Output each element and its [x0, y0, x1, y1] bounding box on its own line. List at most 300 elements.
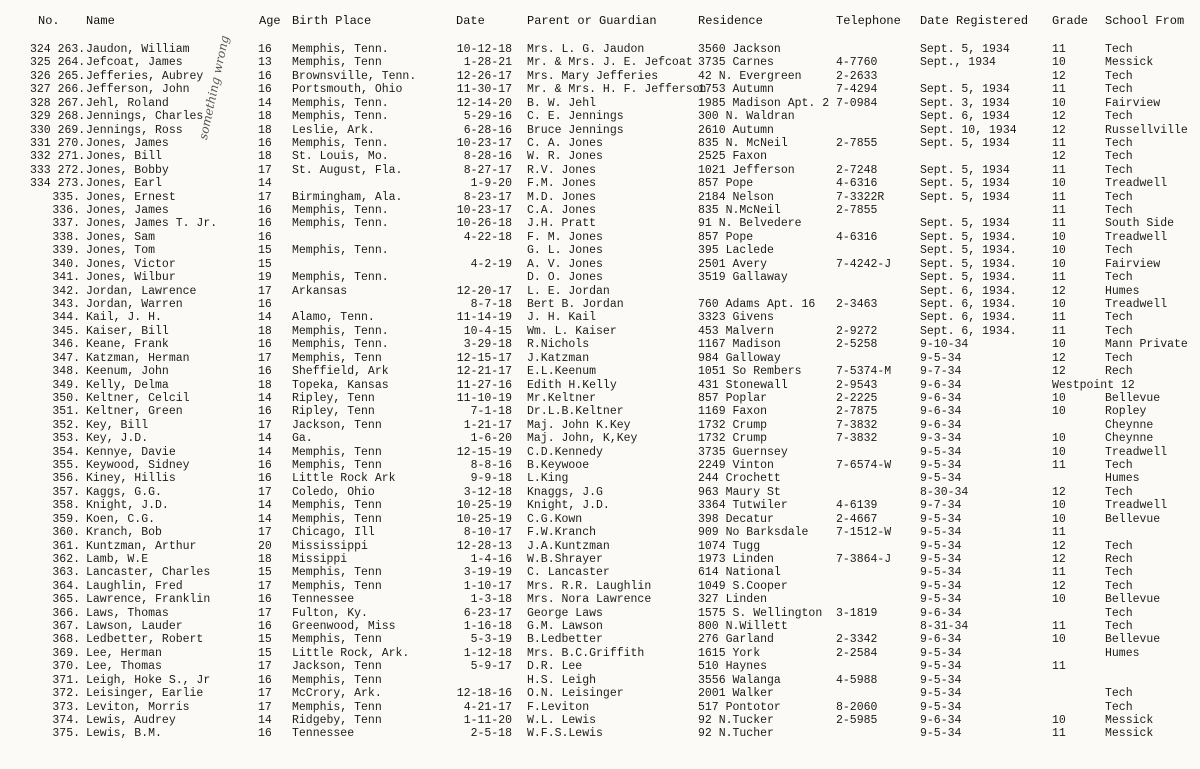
- cell-name: Jefferson, John: [86, 83, 190, 97]
- cell-residence: 92 N.Tucher: [698, 727, 774, 741]
- cell-parent: L.King: [527, 472, 569, 486]
- cell-age: 17: [258, 485, 272, 499]
- cell-birth-place: Memphis, Tenn: [292, 445, 382, 459]
- cell-grade: 10: [1052, 633, 1066, 647]
- table-row: [0, 352, 1200, 365]
- cell-school-from: Humes: [1105, 646, 1140, 660]
- cell-date-registered: 9-6-34: [920, 633, 962, 647]
- cell-birth-place: Arkansas: [292, 284, 348, 298]
- cell-no: 363.: [52, 566, 80, 580]
- cell-date: 9-9-18: [470, 472, 512, 486]
- cell-parent: M.D. Jones: [527, 190, 597, 204]
- cell-no: 352.: [52, 418, 80, 432]
- cell-residence: 3735 Carnes: [698, 56, 774, 70]
- cell-school-from: Tech: [1105, 700, 1133, 714]
- cell-birth-place: Memphis, Tenn: [292, 700, 382, 714]
- table-row: [0, 526, 1200, 539]
- cell-date-registered: Sept. 5, 1934.: [920, 244, 1017, 258]
- cell-telephone: 2-7855: [836, 204, 878, 218]
- cell-school-from: Rech: [1105, 552, 1133, 566]
- cell-date: 1-12-18: [463, 646, 512, 660]
- cell-birth-place: Memphis, Tenn.: [292, 271, 389, 285]
- header-date: Date: [456, 14, 485, 28]
- table-row: [0, 472, 1200, 485]
- cell-date: 1-10-17: [463, 579, 512, 593]
- cell-no: 327 266.: [30, 83, 86, 97]
- cell-name: Lee, Herman: [86, 646, 162, 660]
- cell-telephone: 4-7760: [836, 56, 878, 70]
- cell-grade: 11: [1052, 311, 1066, 325]
- cell-birth-place: St. Louis, Mo.: [292, 150, 389, 164]
- header-age: Age: [259, 14, 281, 28]
- cell-grade: 11: [1052, 566, 1066, 580]
- cell-name: Jordan, Lawrence: [86, 284, 197, 298]
- cell-birth-place: Jackson, Tenn: [292, 418, 382, 432]
- cell-birth-place: Tennessee: [292, 727, 355, 741]
- table-row: [0, 446, 1200, 459]
- cell-parent: C. E. Jennings: [527, 110, 624, 124]
- cell-birth-place: Memphis, Tenn: [292, 633, 382, 647]
- table-row: [0, 419, 1200, 432]
- cell-age: 17: [258, 284, 272, 298]
- cell-no: 373.: [52, 700, 80, 714]
- cell-school-from: Tech: [1105, 150, 1133, 164]
- cell-school-from: Tech: [1105, 83, 1133, 97]
- cell-name: Lamb, W.E: [86, 552, 149, 566]
- cell-grade: 12: [1052, 351, 1066, 365]
- cell-grade: 11: [1052, 217, 1066, 231]
- table-row: [0, 164, 1200, 177]
- cell-name: Jennings, Charles: [86, 110, 204, 124]
- cell-school-from: Tech: [1105, 244, 1133, 258]
- cell-no: 351.: [52, 405, 80, 419]
- cell-school-from: Messick: [1105, 714, 1154, 727]
- cell-school-from: Humes: [1105, 284, 1140, 298]
- cell-residence: 2610 Autumn: [698, 123, 774, 137]
- cell-school-from: Tech: [1105, 539, 1133, 553]
- cell-no: 331 270.: [30, 136, 86, 150]
- cell-parent: B.Ledbetter: [527, 633, 603, 647]
- cell-birth-place: Memphis, Tenn: [292, 673, 382, 687]
- cell-no: 330 269.: [30, 123, 86, 137]
- cell-grade: 12: [1052, 284, 1066, 298]
- table-row: [0, 338, 1200, 351]
- cell-no: 329 268.: [30, 110, 86, 124]
- cell-no: 355.: [52, 459, 80, 473]
- cell-date: 8-10-17: [463, 526, 512, 540]
- cell-birth-place: Jackson, Tenn: [292, 660, 382, 674]
- cell-name: Jennings, Ross: [86, 123, 183, 137]
- cell-grade: 10: [1052, 593, 1066, 607]
- cell-no: 350.: [52, 391, 80, 405]
- table-row: [0, 70, 1200, 83]
- cell-birth-place: Ripley, Tenn: [292, 405, 375, 419]
- cell-name: Jones, Bobby: [86, 163, 169, 177]
- cell-grade: 11: [1052, 136, 1066, 150]
- cell-age: 17: [258, 687, 272, 701]
- cell-no: 345.: [52, 324, 80, 338]
- cell-residence: 1169 Faxon: [698, 405, 768, 419]
- cell-name: Jones, Ernest: [86, 190, 176, 204]
- cell-name: Jones, Bill: [86, 150, 162, 164]
- cell-date: 11-30-17: [456, 83, 512, 97]
- cell-birth-place: Sheffield, Ark: [292, 365, 389, 379]
- header-grade: Grade: [1052, 14, 1089, 28]
- cell-birth-place: Leslie, Ark.: [292, 123, 375, 137]
- cell-telephone: 7-1512-W: [836, 526, 892, 540]
- cell-date: 1-21-17: [463, 418, 512, 432]
- table-row: [0, 633, 1200, 646]
- cell-school-from: Tech: [1105, 351, 1133, 365]
- cell-parent: J.H. Pratt: [527, 217, 597, 231]
- cell-residence: 3735 Guernsey: [698, 445, 788, 459]
- cell-no: 358.: [52, 499, 80, 513]
- cell-date-registered: 9-3-34: [920, 432, 962, 446]
- cell-residence: 1753 Autumn: [698, 83, 774, 97]
- table-row: [0, 540, 1200, 553]
- table-row: [0, 204, 1200, 217]
- cell-age: 18: [258, 552, 272, 566]
- cell-age: 15: [258, 633, 272, 647]
- cell-age: 18: [258, 150, 272, 164]
- table-row: [0, 714, 1200, 727]
- cell-birth-place: Memphis, Tenn.: [292, 324, 389, 338]
- cell-date: 12-14-20: [456, 96, 512, 110]
- cell-parent: J.Katzman: [527, 351, 590, 365]
- cell-grade: 11: [1052, 43, 1066, 56]
- cell-parent: Wm. L. Kaiser: [527, 324, 617, 338]
- table-row: [0, 217, 1200, 230]
- cell-date-registered: 9-6-34: [920, 405, 962, 419]
- cell-no: 357.: [52, 485, 80, 499]
- cell-no: 353.: [52, 432, 80, 446]
- cell-birth-place: Topeka, Kansas: [292, 378, 389, 392]
- cell-date: 10-25-19: [456, 499, 512, 513]
- cell-date-registered: Sept. 3, 1934: [920, 96, 1010, 110]
- cell-date: 6-23-17: [463, 606, 512, 620]
- cell-date: 10-23-17: [456, 204, 512, 218]
- cell-age: 14: [258, 311, 272, 325]
- cell-grade: 10: [1052, 177, 1066, 191]
- cell-name: Lewis, B.M.: [86, 727, 162, 741]
- cell-residence: 1575 S. Wellington: [698, 606, 823, 620]
- cell-telephone: 8-2060: [836, 700, 878, 714]
- cell-date: 1-11-20: [463, 714, 512, 727]
- cell-birth-place: Memphis, Tenn.: [292, 110, 389, 124]
- cell-age: 16: [258, 83, 272, 97]
- cell-school-from: Bellevue: [1105, 391, 1161, 405]
- cell-parent: Mrs. L. G. Jaudon: [527, 43, 645, 56]
- cell-residence: 2525 Faxon: [698, 150, 768, 164]
- cell-name: Kaggs, G.G.: [86, 485, 162, 499]
- cell-grade: 12: [1052, 539, 1066, 553]
- cell-name: Kuntzman, Arthur: [86, 539, 197, 553]
- table-row: [0, 566, 1200, 579]
- cell-name: Lee, Thomas: [86, 660, 162, 674]
- cell-name: Jones, Victor: [86, 257, 176, 271]
- cell-age: 16: [258, 365, 272, 379]
- cell-name: Lawrence, Franklin: [86, 593, 211, 607]
- cell-no: 365.: [52, 593, 80, 607]
- cell-name: Koen, C.G.: [86, 512, 156, 526]
- cell-grade: 12: [1052, 579, 1066, 593]
- table-row: [0, 379, 1200, 392]
- cell-date-registered: 9-5-34: [920, 512, 962, 526]
- cell-date: 10-4-15: [463, 324, 512, 338]
- cell-age: 16: [258, 230, 272, 244]
- cell-parent: O.N. Leisinger: [527, 687, 624, 701]
- cell-grade: 12: [1052, 123, 1066, 137]
- header-no: No.: [38, 14, 60, 28]
- cell-date: 11-14-19: [456, 311, 512, 325]
- cell-name: Keenum, John: [86, 365, 169, 379]
- cell-birth-place: Tennessee: [292, 593, 355, 607]
- cell-age: 17: [258, 351, 272, 365]
- cell-age: 14: [258, 432, 272, 446]
- cell-parent: C. A. Jones: [527, 136, 603, 150]
- cell-no: 343.: [52, 297, 80, 311]
- cell-no: 364.: [52, 579, 80, 593]
- cell-school-from: Tech: [1105, 69, 1133, 83]
- cell-date: 11-27-16: [456, 378, 512, 392]
- cell-no: 369.: [52, 646, 80, 660]
- cell-grade: 11: [1052, 83, 1066, 97]
- cell-school-from: South Side: [1105, 217, 1175, 231]
- cell-name: Jehl, Roland: [86, 96, 169, 110]
- cell-date: 2-5-18: [470, 727, 512, 741]
- cell-no: 370.: [52, 660, 80, 674]
- cell-school-from: Treadwell: [1105, 499, 1168, 513]
- cell-telephone: 2-7248: [836, 163, 878, 177]
- cell-school-from: Cheynne: [1105, 418, 1154, 432]
- cell-no: 348.: [52, 365, 80, 379]
- cell-birth-place: Memphis, Tenn: [292, 566, 382, 580]
- cell-school-from: Humes: [1105, 472, 1140, 486]
- cell-date-registered: 9-6-34: [920, 714, 962, 727]
- cell-parent: W. R. Jones: [527, 150, 603, 164]
- cell-birth-place: Coledo, Ohio: [292, 485, 375, 499]
- cell-residence: 835 N.McNeil: [698, 204, 781, 218]
- cell-name: Lewis, Audrey: [86, 714, 176, 727]
- cell-telephone: 7-5374-M: [836, 365, 892, 379]
- table-row: [0, 405, 1200, 418]
- header-residence: Residence: [698, 14, 763, 28]
- cell-telephone: 2-3342: [836, 633, 878, 647]
- cell-date: 3-12-18: [463, 485, 512, 499]
- cell-grade: 10: [1052, 405, 1066, 419]
- cell-age: 15: [258, 566, 272, 580]
- cell-residence: 395 Laclede: [698, 244, 774, 258]
- table-row: [0, 607, 1200, 620]
- cell-parent: G.M. Lawson: [527, 620, 603, 634]
- cell-birth-place: Memphis, Tenn.: [292, 204, 389, 218]
- cell-residence: 857 Pope: [698, 230, 754, 244]
- cell-grade: 10: [1052, 391, 1066, 405]
- cell-no: 362.: [52, 552, 80, 566]
- cell-no: 339.: [52, 244, 80, 258]
- cell-birth-place: Little Rock, Ark.: [292, 646, 410, 660]
- table-row: [0, 56, 1200, 69]
- header-birth-place: Birth Place: [292, 14, 372, 28]
- cell-birth-place: Memphis, Tenn.: [292, 43, 389, 56]
- cell-name: Jones, Sam: [86, 230, 156, 244]
- cell-parent: Edith H.Kelly: [527, 378, 617, 392]
- cell-residence: 42 N. Evergreen: [698, 69, 802, 83]
- cell-residence: 3364 Tutwiler: [698, 499, 788, 513]
- cell-telephone: 3-1819: [836, 606, 878, 620]
- cell-date: 10-12-18: [456, 43, 512, 56]
- cell-date: 8-28-16: [463, 150, 512, 164]
- cell-residence: 398 Decatur: [698, 512, 774, 526]
- cell-school-from: Messick: [1105, 56, 1154, 70]
- cell-no: 361.: [52, 539, 80, 553]
- cell-date-registered: 9-5-34: [920, 727, 962, 741]
- cell-date-registered: Sept. 6, 1934.: [920, 297, 1017, 311]
- table-row: [0, 150, 1200, 163]
- cell-school-from: Fairview: [1105, 96, 1161, 110]
- cell-date-registered: 8-30-34: [920, 485, 969, 499]
- cell-telephone: 7-3322R: [836, 190, 885, 204]
- cell-birth-place: Mississippi: [292, 539, 368, 553]
- cell-age: 16: [258, 472, 272, 486]
- cell-telephone: 2-4667: [836, 512, 878, 526]
- cell-age: 16: [258, 727, 272, 741]
- cell-parent: C.D.Kennedy: [527, 445, 603, 459]
- cell-residence: 92 N.Tucker: [698, 714, 774, 727]
- cell-name: Lancaster, Charles: [86, 566, 211, 580]
- cell-school-from: Treadwell: [1105, 230, 1168, 244]
- cell-birth-place: Memphis, Tenn: [292, 351, 382, 365]
- cell-residence: 3323 Givens: [698, 311, 774, 325]
- cell-age: 16: [258, 459, 272, 473]
- cell-date-registered: 9-5-34: [920, 660, 962, 674]
- cell-grade: 12: [1052, 552, 1066, 566]
- cell-grade: 10: [1052, 244, 1066, 258]
- cell-no: 368.: [52, 633, 80, 647]
- cell-no: 354.: [52, 445, 80, 459]
- cell-grade: 11: [1052, 459, 1066, 473]
- table-row: [0, 271, 1200, 284]
- cell-date-registered: Sept. 5, 1934: [920, 177, 1010, 191]
- cell-grade: 12: [1052, 110, 1066, 124]
- cell-date: 8-8-16: [470, 459, 512, 473]
- cell-date-registered: 9-5-34: [920, 673, 962, 687]
- cell-birth-place: Memphis, Tenn: [292, 499, 382, 513]
- cell-parent: George Laws: [527, 606, 603, 620]
- cell-parent: Knaggs, J.G: [527, 485, 603, 499]
- cell-date-registered: Sept. 5, 1934: [920, 163, 1010, 177]
- cell-school-from: Russellville: [1105, 123, 1188, 137]
- cell-telephone: 7-0984: [836, 96, 878, 110]
- cell-date: 1-28-21: [463, 56, 512, 70]
- cell-no: 333 272.: [30, 163, 86, 177]
- cell-parent: F.Leviton: [527, 700, 590, 714]
- cell-birth-place: Memphis, Tenn: [292, 512, 382, 526]
- cell-residence: 3519 Gallaway: [698, 271, 788, 285]
- cell-date-registered: 9-5-34: [920, 459, 962, 473]
- cell-name: Keywood, Sidney: [86, 459, 190, 473]
- cell-school-from: Treadwell: [1105, 177, 1168, 191]
- cell-residence: 1049 S.Cooper: [698, 579, 788, 593]
- cell-date: 8-23-17: [463, 190, 512, 204]
- table-row: [0, 97, 1200, 110]
- cell-name: Kiney, Hillis: [86, 472, 176, 486]
- cell-school-from: Tech: [1105, 204, 1133, 218]
- cell-age: 18: [258, 110, 272, 124]
- cell-name: Jones, Earl: [86, 177, 162, 191]
- cell-grade: 10: [1052, 230, 1066, 244]
- cell-date-registered: Sept. 6, 1934.: [920, 324, 1017, 338]
- cell-date: 10-23-17: [456, 136, 512, 150]
- cell-school-from: Tech: [1105, 324, 1133, 338]
- cell-parent: W.F.S.Lewis: [527, 727, 603, 741]
- cell-birth-place: Portsmouth, Ohio: [292, 83, 403, 97]
- cell-age: 16: [258, 69, 272, 83]
- cell-age: 16: [258, 204, 272, 218]
- cell-telephone: 2-7875: [836, 405, 878, 419]
- cell-name: Keltner, Celcil: [86, 391, 190, 405]
- cell-birth-place: Memphis, Tenn.: [292, 136, 389, 150]
- cell-grade: 11: [1052, 620, 1066, 634]
- cell-parent: C.G.Kown: [527, 512, 583, 526]
- cell-parent: C. Lancaster: [527, 566, 610, 580]
- cell-no: 334 273.: [30, 177, 86, 191]
- cell-name: Katzman, Herman: [86, 351, 190, 365]
- cell-no: 372.: [52, 687, 80, 701]
- cell-residence: 1732 Crump: [698, 418, 768, 432]
- cell-age: 15: [258, 244, 272, 258]
- cell-date-registered: Sept. 5, 1934: [920, 190, 1010, 204]
- cell-grade: 12: [1052, 485, 1066, 499]
- cell-no: 328 267.: [30, 96, 86, 110]
- cell-telephone: 2-5258: [836, 338, 878, 352]
- cell-birth-place: Memphis, Tenn: [292, 579, 382, 593]
- cell-date-registered: 9-6-34: [920, 391, 962, 405]
- cell-parent: B.Keywooe: [527, 459, 590, 473]
- cell-no: 335.: [52, 190, 80, 204]
- cell-birth-place: Ripley, Tenn: [292, 391, 375, 405]
- cell-birth-place: Memphis, Tenn.: [292, 217, 389, 231]
- cell-no: 340.: [52, 257, 80, 271]
- cell-grade: 10: [1052, 714, 1066, 727]
- cell-name: Jefferies, Aubrey: [86, 69, 204, 83]
- cell-age: 16: [258, 620, 272, 634]
- cell-grade: 10: [1052, 445, 1066, 459]
- table-row: [0, 285, 1200, 298]
- cell-date-registered: Sept. 5, 1934: [920, 136, 1010, 150]
- cell-no: 338.: [52, 230, 80, 244]
- cell-date: 12-21-17: [456, 365, 512, 379]
- table-row: [0, 432, 1200, 445]
- cell-date: 5-3-19: [470, 633, 512, 647]
- cell-school-from: Treadwell: [1105, 445, 1168, 459]
- cell-no: 325 264.: [30, 56, 86, 70]
- cell-parent: Mrs. Nora Lawrence: [527, 593, 652, 607]
- cell-grade: 11: [1052, 727, 1066, 741]
- cell-date-registered: Sept. 5, 1934: [920, 43, 1010, 56]
- cell-date-registered: 9-10-34: [920, 338, 969, 352]
- cell-name: Keane, Frank: [86, 338, 169, 352]
- cell-parent: L. E. Jordan: [527, 284, 610, 298]
- cell-age: 18: [258, 324, 272, 338]
- cell-name: Jordan, Warren: [86, 297, 183, 311]
- table-row: [0, 687, 1200, 700]
- cell-school-from: Tech: [1105, 566, 1133, 580]
- cell-name: Kaiser, Bill: [86, 324, 169, 338]
- cell-grade: Westpoint 12: [1052, 378, 1135, 392]
- column-header-row: [0, 14, 1200, 32]
- cell-date-registered: 9-5-34: [920, 566, 962, 580]
